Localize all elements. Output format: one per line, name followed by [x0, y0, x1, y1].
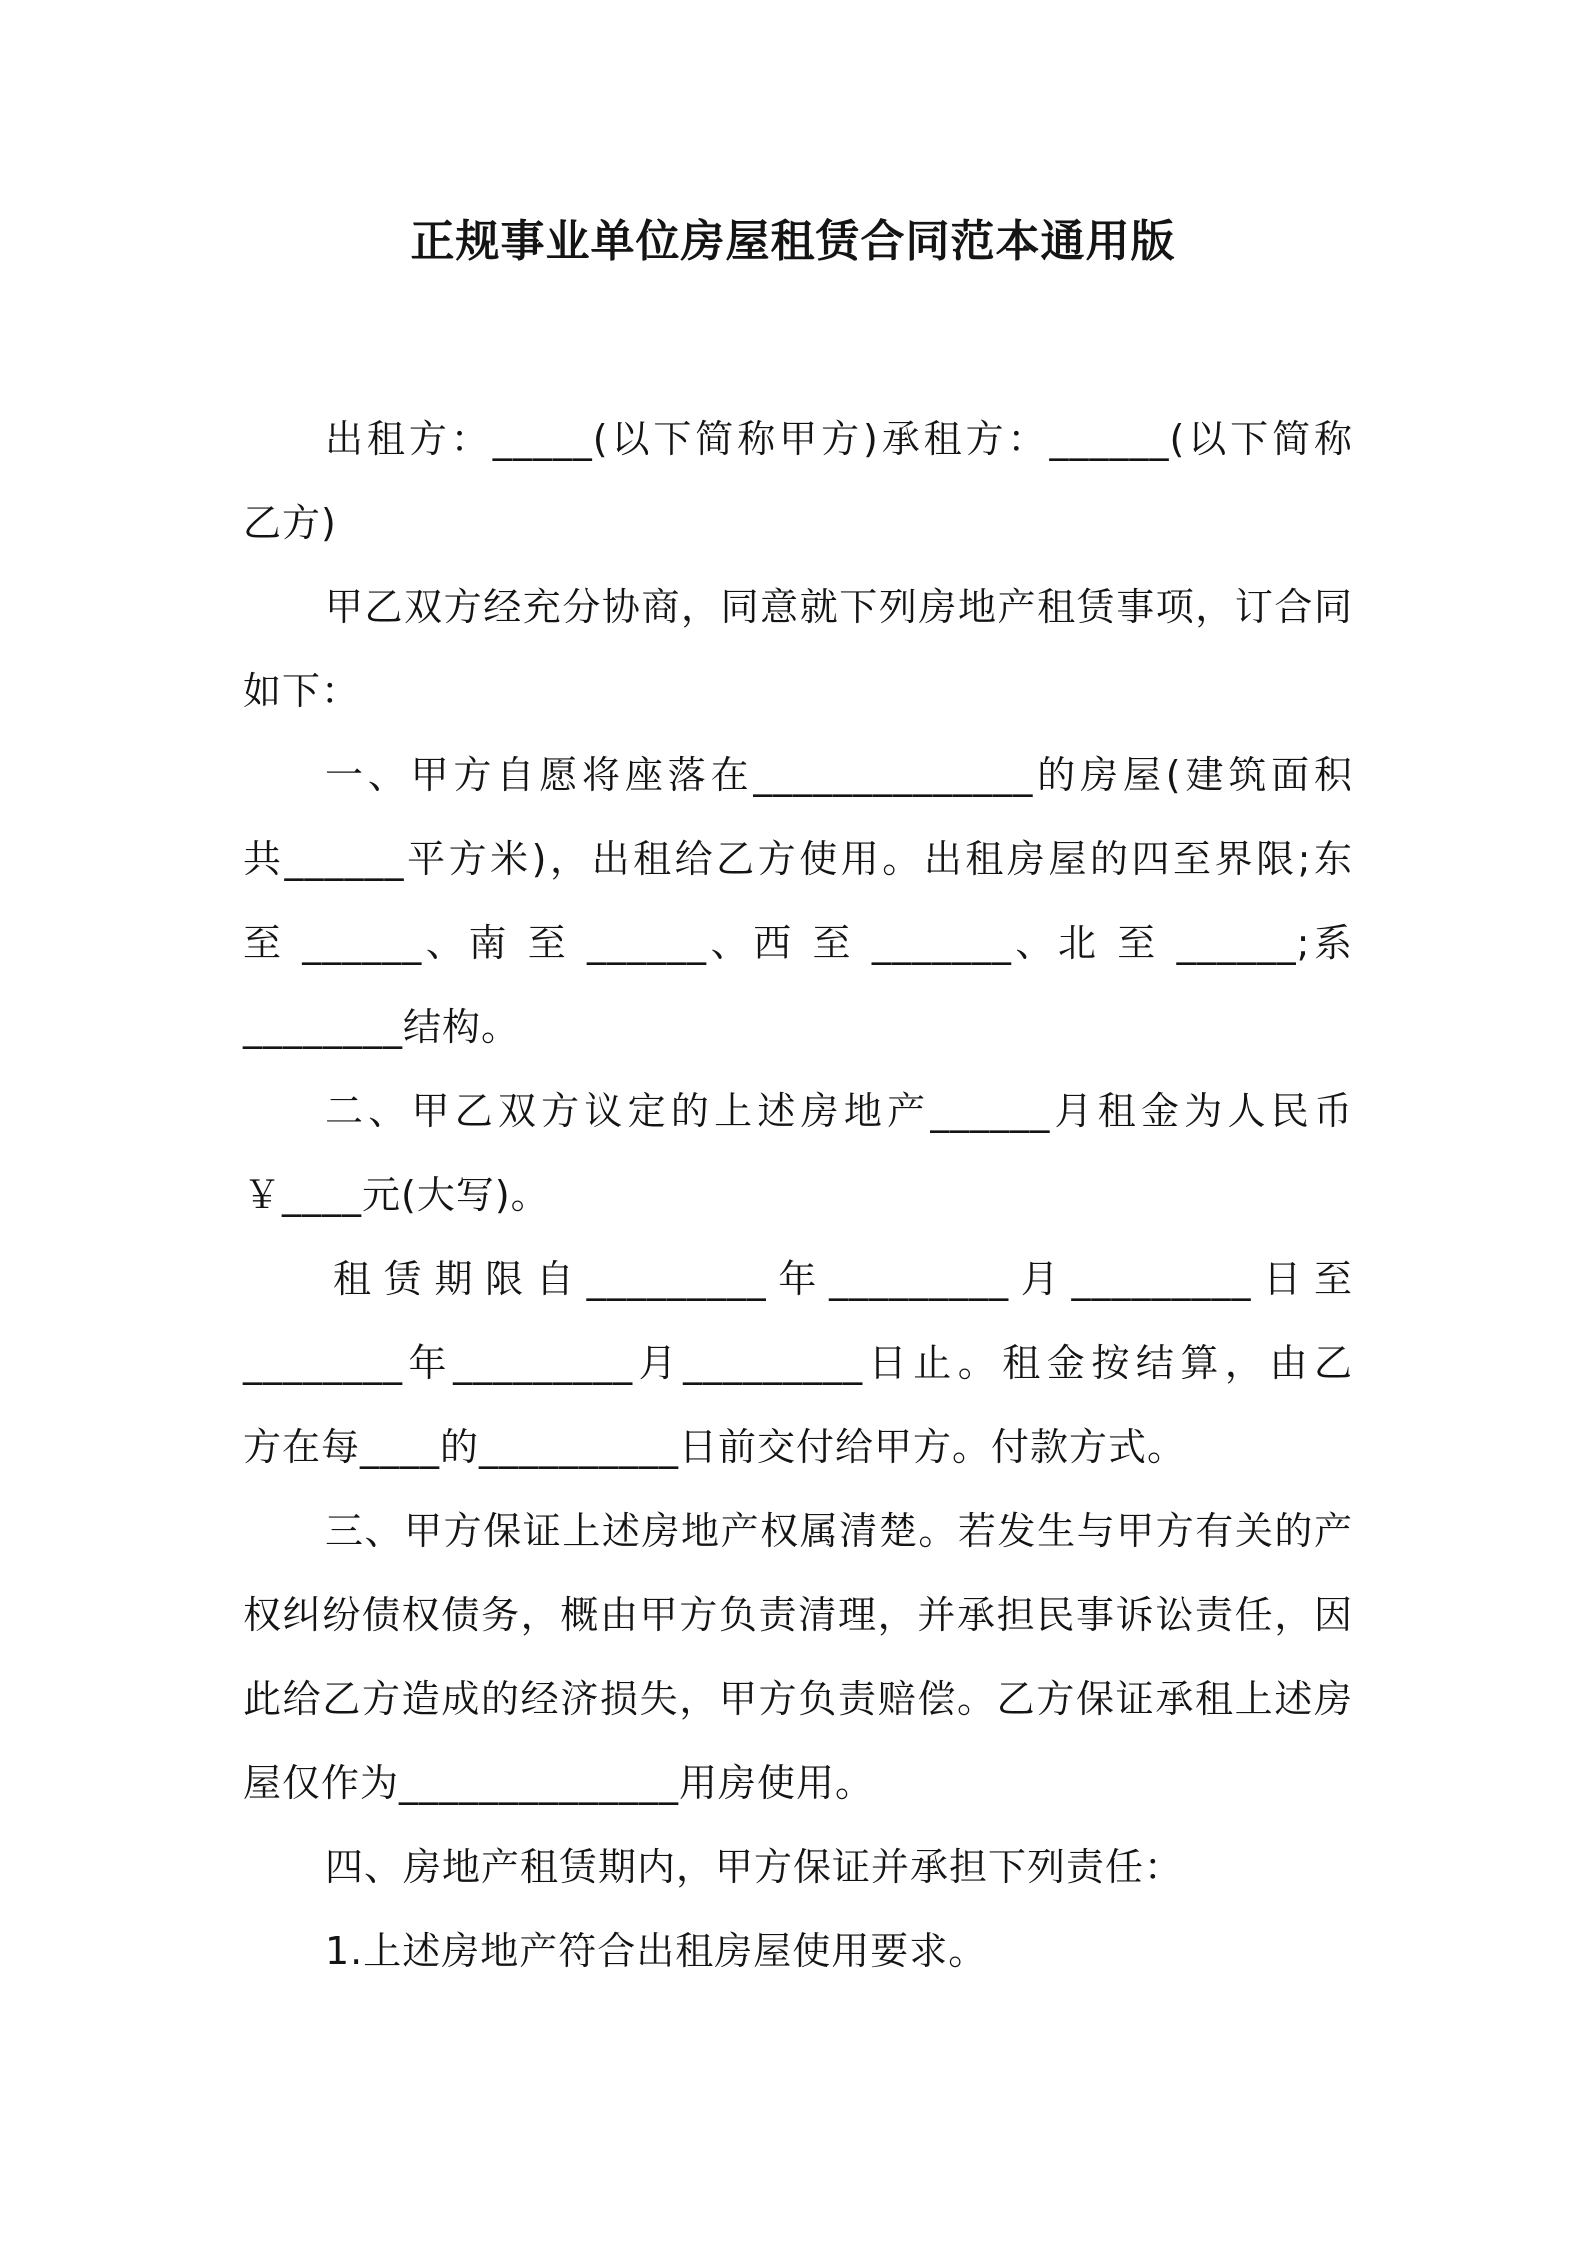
- document-title: 正规事业单位房屋租赁合同范本通用版: [410, 216, 1176, 267]
- paragraph-line: 1.上述房地产符合出租房屋使用要求。: [325, 1929, 988, 1973]
- paragraph-line: 屋仅作为______________用房使用。: [243, 1761, 875, 1805]
- paragraph-line: 方在每____的__________日前交付给甲方。付款方式。: [243, 1425, 1187, 1469]
- paragraph-line: 出租方：_____(以下简称甲方)承租方：______(以下简称: [325, 417, 1353, 461]
- paragraph-line: 二、甲乙双方议定的上述房地产______月租金为人民币: [325, 1089, 1353, 1133]
- paragraph-line: ________年_________月_________日止。租金按结算，由乙: [243, 1341, 1353, 1385]
- paragraph-line: 如下：: [243, 669, 361, 713]
- paragraph-line: ________结构。: [243, 1005, 521, 1049]
- paragraph-line: 至 ______、南 至 ______、西 至 _______、北 至 ______;系: [243, 921, 1353, 965]
- paragraph-line: 一、甲方自愿将座落在______________的房屋(建筑面积: [325, 753, 1353, 797]
- paragraph-line: 权纠纷债权债务，概由甲方负责清理，并承担民事诉讼责任，因: [243, 1593, 1353, 1637]
- paragraph-line: 乙方): [243, 501, 337, 545]
- paragraph-line: 甲乙双方经充分协商，同意就下列房地产租赁事项，订合同: [325, 585, 1353, 629]
- paragraph-line: 租赁期限自_________年_________月_________日至: [333, 1257, 1353, 1301]
- paragraph-line: 四、房地产租赁期内，甲方保证并承担下列责任：: [325, 1845, 1184, 1889]
- paragraph-line: 共______平方米)，出租给乙方使用。出租房屋的四至界限;东: [243, 837, 1353, 881]
- paragraph-line: 三、甲方保证上述房地产权属清楚。若发生与甲方有关的产: [325, 1509, 1353, 1553]
- paragraph-line: 此给乙方造成的经济损失，甲方负责赔偿。乙方保证承租上述房: [243, 1677, 1353, 1721]
- paragraph-line: ￥____元(大写)。: [243, 1173, 550, 1217]
